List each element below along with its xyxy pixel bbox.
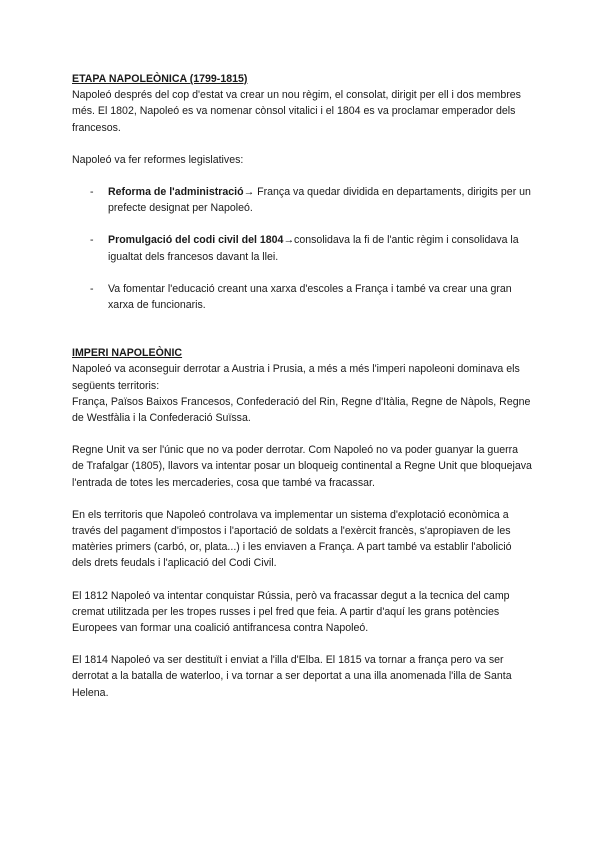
paragraph-consolat: Napoleó després del cop d'estat va crear un nou règim, el consolat, dirigit per ell i dos membres més. El 1802, Napoleó es va nomenar cònsol vitalici i el 1804 es va proclamar emperador dels francesos. [72,89,521,134]
paragraph-explotacio: En els territoris que Napoleó controlava va implementar un sistema d'explotació econòmica a través del pagament d'impostos i l'aportació de soldats a l'exèrcit francès, s'apropiaven de les matèries primers (carbó, or, plata...) i les enviaven a França. A part també va establir l'abolició dels drets feudals i l'aplicació del Codi Civil. [72,508,512,570]
list-item [72,232,532,264]
paragraph-reforms-intro: Napoleó va fer reformes legislatives: [72,153,244,166]
paragraph-regne-unit: Regne Unit va ser l'únic que no va poder derrotar. Com Napoleó no va poder guanyar la guerra de Trafalgar (1805), llavors va intentar posar un bloqueig continental a Regne Unit que bloquejava l'entrada de totes les mercaderies, cosa que també va fracassar. [72,444,532,489]
bullet-text: →consolidava la fi de l'antic règim i consolidava la igualtat dels francesos davant la llei. [108,234,519,263]
bullet-bold-label: Reforma de l'administració [108,186,244,199]
spacer [72,636,532,652]
document-page [72,71,532,701]
bullet-text: Va fomentar l'educació creant una xarxa d'escoles a França i també va crear una gran xarxa de funcionaris. [108,282,512,312]
section-title-imperi-napoleonic: IMPERI NAPOLEÒNIC [72,347,183,360]
spacer [72,168,532,184]
spacer [72,491,532,507]
list-item [72,184,532,216]
spacer [72,572,532,588]
spacer [72,426,532,442]
bullet-dash: - [90,186,94,199]
bullet-text: → França va quedar dividida en departaments, dirigits per un prefecte designat per Napoleó. [108,186,531,215]
bullet-dash: - [90,282,94,295]
bullet-dash: - [90,234,94,247]
spacer [72,313,532,345]
paragraph-territoris: Napoleó va aconseguir derrotar a Austria i Prusia, a més a més l'imperi napoleoni dominava els següents territoris: [72,363,520,392]
paragraph-territoris-list: França, Països Baixos Francesos, Confederació del Rin, Regne d'Itàlia, Regne de Nàpols, Regne de Westfàlia i la Confederació Suïssa. [72,395,531,425]
paragraph-russia: El 1812 Napoleó va intentar conquistar Rússia, però va fracassar degut a la tecnica del camp cremat utilitzada per les tropes russes i pel fred que feia. A partir d'aquí les grans potències Europees van formar una coalició antifrancesa contra Napoleó. [72,589,510,635]
bullet-bold-label: Promulgació del codi civil del 1804 [108,234,284,247]
section-title-etapa-napoleonica: ETAPA NAPOLEÒNICA (1799-1815) [72,73,248,85]
paragraph-elba-waterloo: El 1814 Napoleó va ser destituït i enviat a l'illa d'Elba. El 1815 va tornar a frança pero va ser derrotat a la batalla de waterloo, i va tornar a ser deportat a una illa anomenada l'illa de Santa Helena. [72,654,512,699]
list-item [72,281,532,313]
reforms-list [72,184,532,313]
spacer [72,136,532,152]
